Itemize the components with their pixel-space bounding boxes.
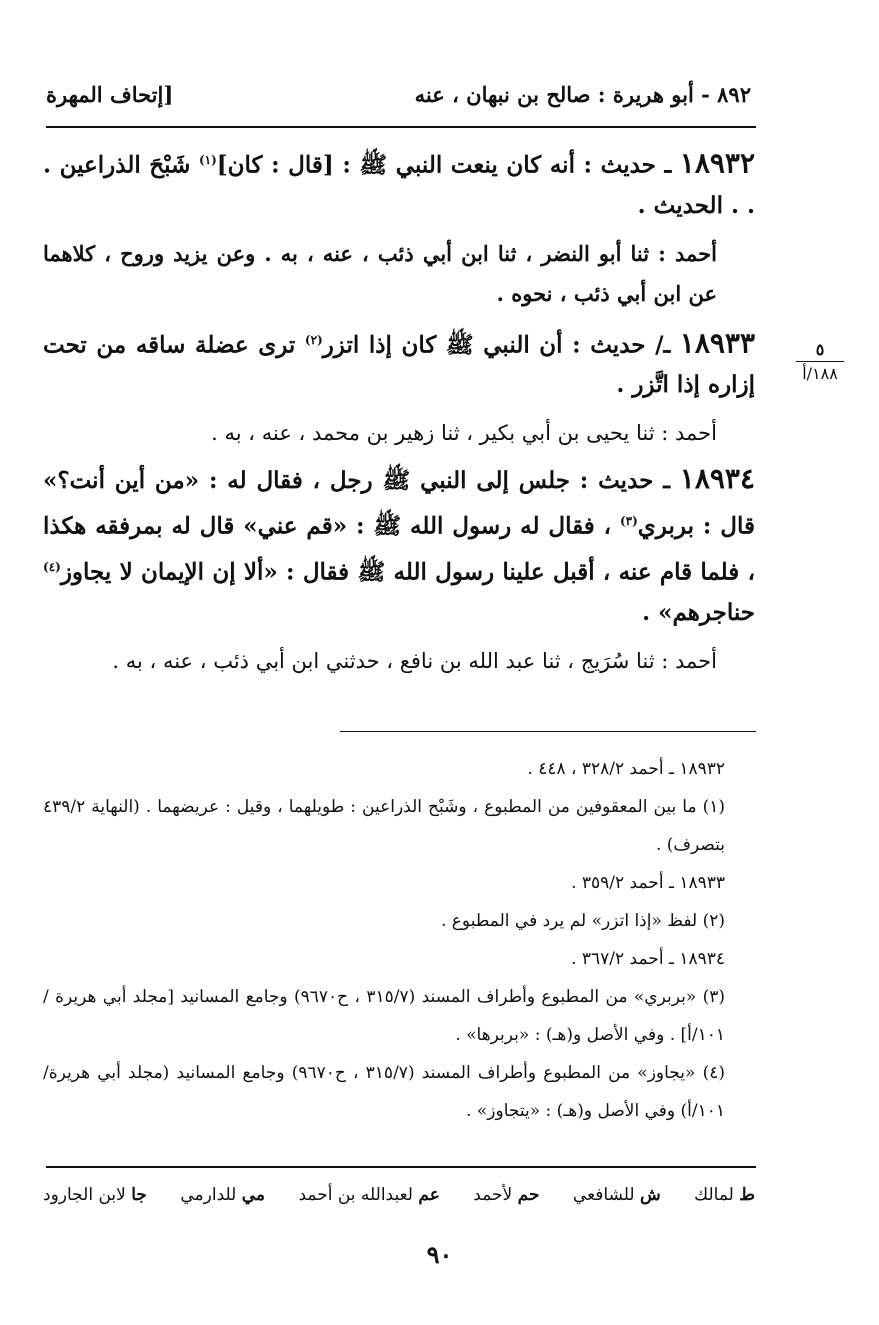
hadith-text: ـ حديث : أنه كان ينعت النبي ﷺ : [قال : كان] — [216, 151, 680, 179]
page-number: ٩٠ — [426, 1240, 453, 1269]
hadith-text: ، فقال له رسول الله ﷺ : «قم عني» قال له بمرفقه هكذا ، فلما قام عنه ، أقبل علينا رسول الله ﷺ فقال : «ألا إن الإيمان لا يجاوز — [43, 512, 755, 586]
hadith-text: شَبْحَ الذراعين . . . الحديث . — [43, 151, 755, 219]
footnote-source-ref: ١٨٩٣٢ ـ أحمد ٣٢٨/٢ ، ٤٤٨ . — [527, 759, 725, 779]
footnote: (٤) «يجاوز» من المطبوع وأطراف المسند (٣١٥/٧ ، ح٩٦٧٠) وجامع المسانيد (مجلد أبي هريرة/١٠١/أ) وفي الأصل و(هـ) : «يتجاوز» . — [43, 1063, 725, 1121]
footnote: (٣) «بربري» من المطبوع وأطراف المسند (٣١٥/٧ ، ح٩٦٧٠) وجامع المسانيد [مجلد أبي هريرة /١٠١/أ] . وفي الأصل و(هـ) : «بربرها» . — [43, 987, 725, 1045]
hadith-entry — [43, 459, 755, 632]
source-text: أحمد : ثنا يحيى بن أبي بكير ، ثنا زهير بن محمد ، عنه ، به . — [211, 421, 717, 446]
abbreviation-label: لمالك — [694, 1185, 734, 1205]
margin-note-ref: ١٨٨/أ — [802, 364, 838, 383]
footnote-ref: (٣) — [619, 514, 638, 529]
footnote: (١) ما بين المعقوفين من المطبوع ، وشَبْح الذراعين : طويلهما ، وقيل : عريضهما . (النهاية ٤٣٩/٢ بتصرف) . — [43, 797, 725, 855]
footnotes — [43, 750, 755, 1130]
hadith-entry — [43, 140, 755, 226]
source-text: أحمد : ثنا أبو النضر ، ثنا ابن أبي ذئب ، عنه ، به . وعن يزيد وروح ، كلاهما عن ابن أبي ذئب ، نحوه . — [43, 240, 717, 306]
abbreviation-item — [473, 1180, 539, 1210]
hadith-source — [43, 234, 755, 314]
running-header-title: ٨٩٢ - أبو هريرة : صالح بن نبهان ، عنه — [414, 82, 751, 107]
abbreviation-item — [694, 1180, 755, 1210]
abbreviation-item — [298, 1180, 439, 1210]
hadith-text: ـ حديث : جلس إلى النبي ﷺ رجل ، فقال له : «من أين أنت؟» قال : بربري — [43, 467, 755, 540]
footnote-source-ref: ١٨٩٣٤ ـ أحمد ٣٦٧/٢ . — [571, 949, 725, 969]
abbreviation-code: عم — [418, 1185, 440, 1205]
abbreviation-label: لأحمد — [473, 1185, 513, 1205]
abbreviation-code: مي — [241, 1185, 266, 1205]
hadith-text: حناجرهم» . — [642, 598, 755, 626]
margin-note-number: ٥ — [815, 340, 825, 359]
source-text: أحمد : ثنا سُرَيج ، ثنا عبد الله بن نافع ، حدثني ابن أبي ذئب ، عنه ، به . — [112, 648, 717, 673]
abbreviation-code: جا — [131, 1185, 147, 1205]
abbreviation-code: ش — [639, 1185, 661, 1205]
footnote-source-ref: ١٨٩٣٣ ـ أحمد ٣٥٩/٢ . — [571, 873, 725, 893]
abbreviation-code: حم — [517, 1185, 540, 1205]
hadith-source — [43, 641, 755, 681]
margin-note — [790, 340, 850, 383]
main-text — [43, 140, 755, 681]
hadith-number: ١٨٩٣٢ — [679, 146, 755, 180]
margin-note-divider — [796, 361, 844, 362]
hadith-source — [43, 413, 755, 453]
abbreviation-item — [43, 1180, 147, 1210]
abbreviation-label: للدارمي — [180, 1185, 237, 1205]
footnote-ref: (١) — [198, 153, 217, 167]
abbreviation-label: لابن الجارود — [43, 1185, 126, 1205]
running-header-book: [إتحاف المهرة — [46, 82, 174, 107]
abbreviation-item — [180, 1180, 265, 1210]
hadith-number: ١٨٩٣٣ — [679, 326, 755, 360]
footnote-ref: (٢) — [304, 332, 323, 347]
hadith-text: ـ/ حديث : أن النبي ﷺ كان إذا اتزر — [322, 331, 680, 359]
hadith-entry — [43, 320, 755, 406]
abbreviation-item — [573, 1180, 661, 1210]
footnote: (٢) لفظ «إذا اتزر» لم يرد في المطبوع . — [440, 911, 725, 931]
footnote-rule — [340, 731, 756, 732]
hadith-text: ترى عضلة ساقه من تحت إزاره إذا اتَّزر . — [43, 331, 755, 399]
abbreviation-label: لعبدالله بن أحمد — [298, 1185, 413, 1205]
hadith-number: ١٨٩٣٤ — [679, 462, 755, 496]
abbreviation-rule — [46, 1166, 756, 1168]
abbreviation-key — [43, 1180, 755, 1210]
header-rule — [46, 126, 756, 128]
abbreviation-code: ط — [739, 1185, 755, 1205]
footnote-ref: (٤) — [43, 559, 61, 574]
abbreviation-label: للشافعي — [572, 1185, 635, 1205]
